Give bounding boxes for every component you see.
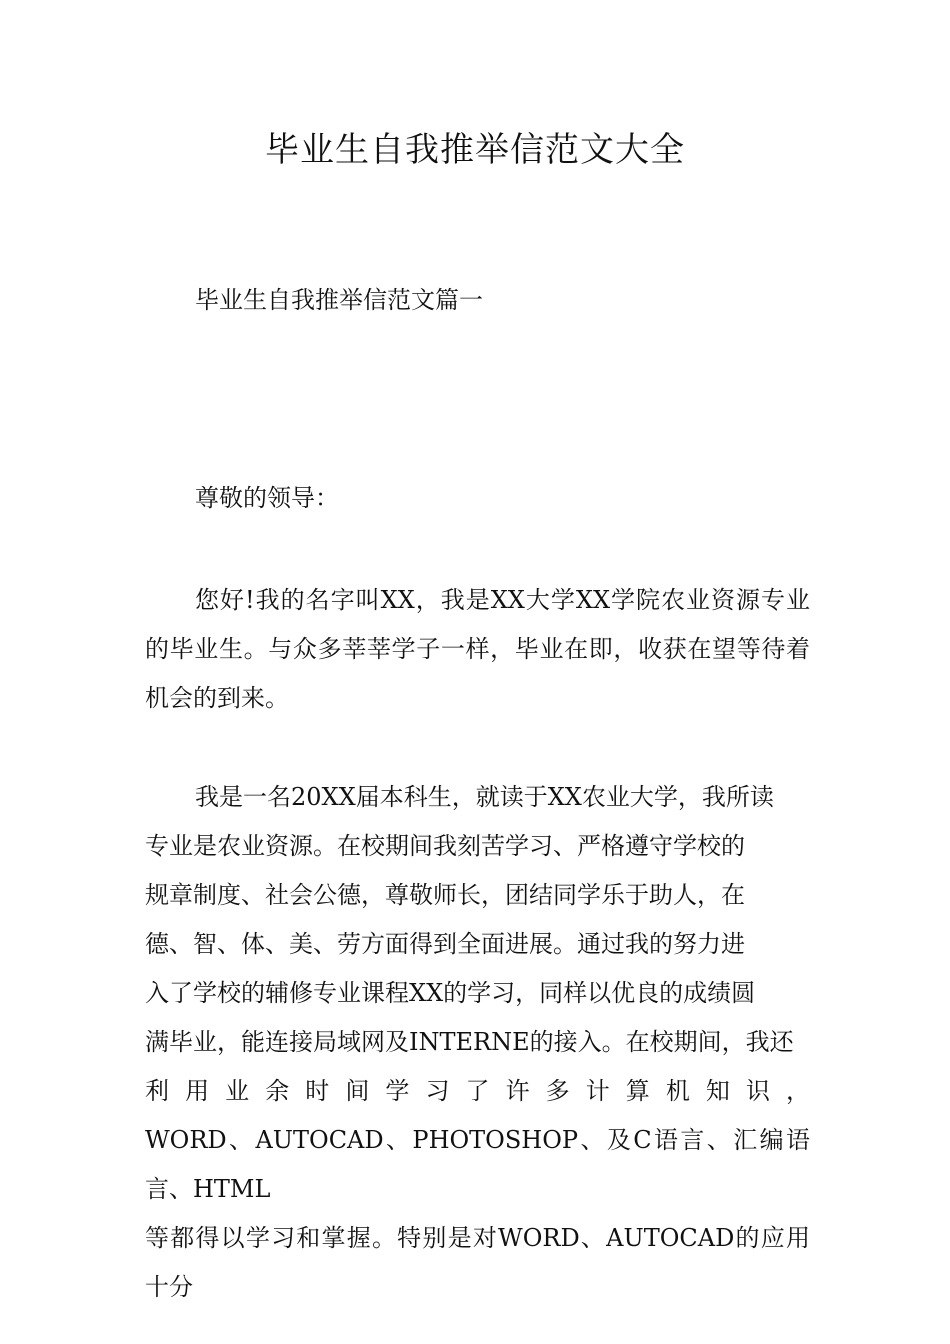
spread-char: 了: [465, 1077, 490, 1105]
spread-char: 用: [185, 1077, 210, 1105]
spread-char: 知: [705, 1077, 730, 1105]
paragraph-line: 入了学校的辅修专业课程XX的学习，同样以优良的成绩圆: [145, 979, 756, 1007]
paragraph-line: 我是一名20XX届本科生，就读于XX农业大学，我所读: [195, 783, 774, 811]
paragraph-intro: 您好!我的名字叫XX，我是XX大学XX学院农业资源专业的毕业生。与众多莘莘学子一样，毕业在即，收获在望等待着机会的到来。: [145, 586, 810, 712]
spread-char: 余: [265, 1077, 290, 1105]
paragraph-line-spread: [145, 1067, 810, 1116]
section-heading: 毕业生自我推举信范文篇一: [195, 286, 483, 314]
spread-char: ，: [786, 1077, 810, 1105]
salutation: 尊敬的领导：: [195, 484, 339, 512]
spread-char: 算: [625, 1077, 650, 1105]
spread-char: 学: [385, 1077, 410, 1105]
paragraph-line: 等都得以学习和掌握。特别是对WORD、AUTOCAD的应用十分: [145, 1224, 810, 1301]
spread-char: 习: [425, 1077, 450, 1105]
spread-char: 业: [225, 1077, 250, 1105]
paragraph-line: WORD、AUTOCAD、PHOTOSHOP、及C语言、汇编语言、HTML: [145, 1126, 810, 1203]
document-title: 毕业生自我推举信范文大全: [265, 130, 685, 170]
spread-char: 机: [665, 1077, 690, 1105]
spread-char: 识: [745, 1077, 770, 1105]
spread-char: 间: [345, 1077, 370, 1105]
paragraph-line: 规章制度、社会公德，尊敬师长，团结同学乐于助人，在: [145, 881, 745, 909]
spread-char: 许: [505, 1077, 530, 1105]
paragraph-line: 德、智、体、美、劳方面得到全面进展。通过我的努力进: [145, 930, 745, 958]
paragraph-background: [145, 773, 810, 1312]
spread-char: 多: [545, 1077, 570, 1105]
spread-char: 时: [305, 1077, 330, 1105]
spread-char: 利: [145, 1077, 169, 1105]
paragraph-line: 专业是农业资源。在校期间我刻苦学习、严格遵守学校的: [145, 832, 745, 860]
paragraph-line: 满毕业，能连接局域网及INTERNE的接入。在校期间，我还: [145, 1028, 794, 1056]
spread-char: 计: [585, 1077, 610, 1105]
